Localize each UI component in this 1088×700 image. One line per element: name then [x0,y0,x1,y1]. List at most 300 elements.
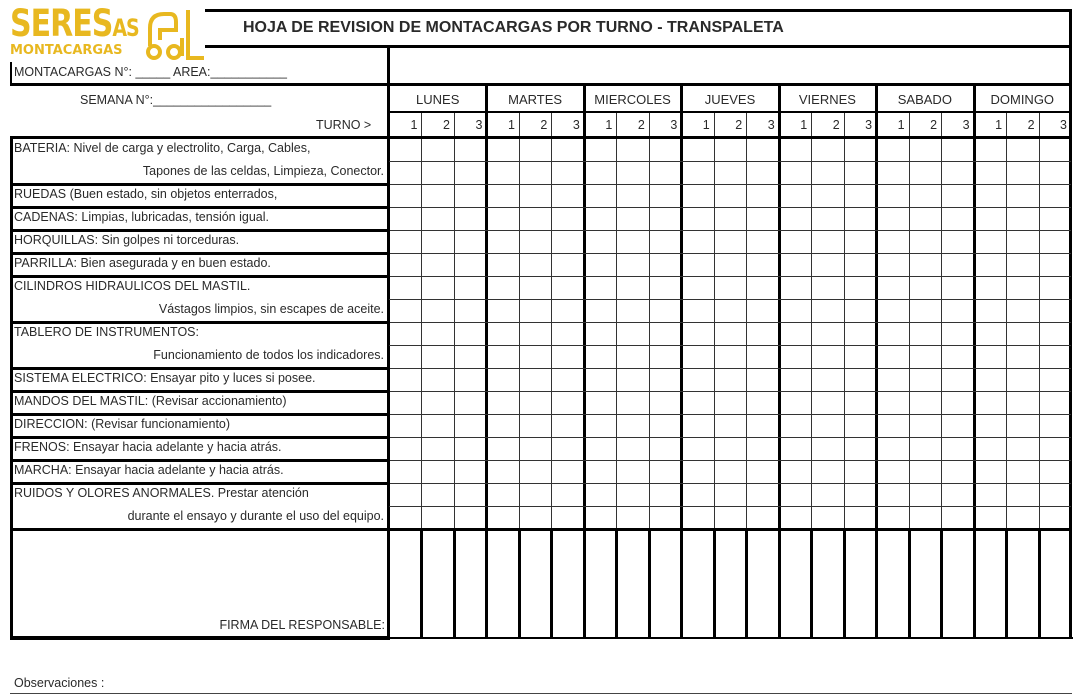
check-cell[interactable] [1040,162,1070,183]
check-cell[interactable] [812,392,842,413]
check-cell[interactable] [422,484,452,505]
check-cell[interactable] [650,507,680,528]
check-cell[interactable] [585,461,615,482]
check-cell[interactable] [877,231,907,252]
check-cell[interactable] [422,323,452,344]
check-cell[interactable] [747,208,777,229]
check-cell[interactable] [877,323,907,344]
check-cell[interactable] [650,438,680,459]
check-cell[interactable] [1007,507,1037,528]
check-cell[interactable] [455,369,485,390]
check-cell[interactable] [715,438,745,459]
check-cell[interactable] [942,507,972,528]
check-cell[interactable] [650,185,680,206]
check-cell[interactable] [520,300,550,321]
check-cell[interactable] [747,346,777,367]
check-cell[interactable] [682,231,712,252]
check-cell[interactable] [390,461,420,482]
check-cell[interactable] [487,392,517,413]
check-cell[interactable] [975,369,1005,390]
check-cell[interactable] [812,461,842,482]
check-cell[interactable] [975,484,1005,505]
check-cell[interactable] [780,254,810,275]
check-cell[interactable] [455,277,485,298]
check-cell[interactable] [877,346,907,367]
check-cell[interactable] [585,208,615,229]
check-cell[interactable] [422,185,452,206]
check-cell[interactable] [455,323,485,344]
check-cell[interactable] [975,277,1005,298]
check-cell[interactable] [552,139,582,160]
check-cell[interactable] [520,231,550,252]
check-cell[interactable] [650,392,680,413]
check-cell[interactable] [845,231,875,252]
check-cell[interactable] [650,300,680,321]
check-cell[interactable] [780,346,810,367]
check-cell[interactable] [1007,162,1037,183]
check-cell[interactable] [812,254,842,275]
check-cell[interactable] [422,231,452,252]
check-cell[interactable] [975,507,1005,528]
check-cell[interactable] [1040,346,1070,367]
check-cell[interactable] [552,300,582,321]
check-cell[interactable] [520,507,550,528]
check-cell[interactable] [747,392,777,413]
check-cell[interactable] [1040,208,1070,229]
check-cell[interactable] [910,461,940,482]
check-cell[interactable] [520,461,550,482]
check-cell[interactable] [1007,484,1037,505]
check-cell[interactable] [390,208,420,229]
check-cell[interactable] [715,484,745,505]
check-cell[interactable] [650,415,680,436]
check-cell[interactable] [585,300,615,321]
check-cell[interactable] [877,208,907,229]
check-cell[interactable] [877,277,907,298]
check-cell[interactable] [910,415,940,436]
check-cell[interactable] [975,346,1005,367]
check-cell[interactable] [682,208,712,229]
check-cell[interactable] [520,369,550,390]
check-cell[interactable] [845,369,875,390]
check-cell[interactable] [682,392,712,413]
check-cell[interactable] [682,300,712,321]
check-cell[interactable] [877,139,907,160]
check-cell[interactable] [422,300,452,321]
check-cell[interactable] [780,231,810,252]
check-cell[interactable] [455,139,485,160]
check-cell[interactable] [942,208,972,229]
check-cell[interactable] [650,231,680,252]
check-cell[interactable] [877,484,907,505]
check-cell[interactable] [1040,438,1070,459]
check-cell[interactable] [455,162,485,183]
check-cell[interactable] [487,461,517,482]
check-cell[interactable] [780,300,810,321]
check-cell[interactable] [422,438,452,459]
check-cell[interactable] [715,208,745,229]
check-cell[interactable] [812,438,842,459]
check-cell[interactable] [1040,415,1070,436]
check-cell[interactable] [812,323,842,344]
check-cell[interactable] [520,208,550,229]
check-cell[interactable] [715,185,745,206]
check-cell[interactable] [1007,438,1037,459]
check-cell[interactable] [520,162,550,183]
signature-area[interactable] [14,532,386,615]
check-cell[interactable] [942,484,972,505]
check-cell[interactable] [422,369,452,390]
check-cell[interactable] [617,139,647,160]
check-cell[interactable] [845,208,875,229]
check-cell[interactable] [942,300,972,321]
check-cell[interactable] [747,415,777,436]
check-cell[interactable] [1007,231,1037,252]
check-cell[interactable] [845,346,875,367]
check-cell[interactable] [520,438,550,459]
check-cell[interactable] [455,461,485,482]
check-cell[interactable] [910,346,940,367]
check-cell[interactable] [585,507,615,528]
check-cell[interactable] [877,415,907,436]
check-cell[interactable] [1040,300,1070,321]
check-cell[interactable] [390,392,420,413]
check-cell[interactable] [552,346,582,367]
check-cell[interactable] [585,277,615,298]
check-cell[interactable] [877,507,907,528]
check-cell[interactable] [975,323,1005,344]
check-cell[interactable] [422,415,452,436]
check-cell[interactable] [487,162,517,183]
check-cell[interactable] [975,461,1005,482]
check-cell[interactable] [1007,461,1037,482]
check-cell[interactable] [422,254,452,275]
check-cell[interactable] [617,323,647,344]
check-cell[interactable] [650,277,680,298]
check-cell[interactable] [910,139,940,160]
check-cell[interactable] [780,208,810,229]
check-cell[interactable] [910,392,940,413]
check-cell[interactable] [552,323,582,344]
check-cell[interactable] [585,139,615,160]
check-cell[interactable] [1007,323,1037,344]
check-cell[interactable] [910,438,940,459]
check-cell[interactable] [422,162,452,183]
check-cell[interactable] [552,185,582,206]
check-cell[interactable] [682,162,712,183]
check-cell[interactable] [910,231,940,252]
check-cell[interactable] [910,323,940,344]
check-cell[interactable] [942,346,972,367]
check-cell[interactable] [455,484,485,505]
check-cell[interactable] [877,185,907,206]
check-cell[interactable] [747,323,777,344]
check-cell[interactable] [812,415,842,436]
check-cell[interactable] [455,231,485,252]
check-cell[interactable] [1040,139,1070,160]
check-cell[interactable] [1007,300,1037,321]
check-cell[interactable] [780,323,810,344]
check-cell[interactable] [650,369,680,390]
check-cell[interactable] [942,162,972,183]
check-cell[interactable] [780,415,810,436]
check-cell[interactable] [520,277,550,298]
check-cell[interactable] [552,231,582,252]
check-cell[interactable] [1040,484,1070,505]
check-cell[interactable] [747,369,777,390]
check-cell[interactable] [682,369,712,390]
check-cell[interactable] [585,162,615,183]
check-cell[interactable] [812,139,842,160]
check-cell[interactable] [780,392,810,413]
check-cell[interactable] [845,162,875,183]
check-cell[interactable] [780,162,810,183]
check-cell[interactable] [715,415,745,436]
check-cell[interactable] [812,369,842,390]
check-cell[interactable] [910,208,940,229]
check-cell[interactable] [975,208,1005,229]
check-cell[interactable] [520,185,550,206]
check-cell[interactable] [812,162,842,183]
check-cell[interactable] [747,162,777,183]
check-cell[interactable] [682,415,712,436]
check-cell[interactable] [552,208,582,229]
semana-field[interactable]: SEMANA N°:_________________ [80,93,272,107]
check-cell[interactable] [552,438,582,459]
check-cell[interactable] [845,415,875,436]
check-cell[interactable] [845,507,875,528]
check-cell[interactable] [812,484,842,505]
check-cell[interactable] [487,346,517,367]
check-cell[interactable] [845,392,875,413]
check-cell[interactable] [617,300,647,321]
check-cell[interactable] [617,254,647,275]
check-cell[interactable] [942,438,972,459]
check-cell[interactable] [552,162,582,183]
check-cell[interactable] [747,300,777,321]
check-cell[interactable] [877,162,907,183]
check-cell[interactable] [585,231,615,252]
check-cell[interactable] [617,369,647,390]
check-cell[interactable] [747,139,777,160]
check-cell[interactable] [975,300,1005,321]
check-cell[interactable] [390,162,420,183]
check-cell[interactable] [650,139,680,160]
check-cell[interactable] [552,392,582,413]
check-cell[interactable] [1007,277,1037,298]
check-cell[interactable] [845,254,875,275]
check-cell[interactable] [715,461,745,482]
check-cell[interactable] [455,438,485,459]
check-cell[interactable] [487,208,517,229]
check-cell[interactable] [390,323,420,344]
check-cell[interactable] [487,277,517,298]
check-cell[interactable] [520,392,550,413]
check-cell[interactable] [422,461,452,482]
check-cell[interactable] [455,507,485,528]
check-cell[interactable] [552,415,582,436]
check-cell[interactable] [812,277,842,298]
check-cell[interactable] [390,415,420,436]
check-cell[interactable] [390,254,420,275]
check-cell[interactable] [487,415,517,436]
check-cell[interactable] [747,277,777,298]
check-cell[interactable] [650,208,680,229]
check-cell[interactable] [747,507,777,528]
check-cell[interactable] [1007,346,1037,367]
check-cell[interactable] [910,277,940,298]
check-cell[interactable] [910,369,940,390]
check-cell[interactable] [715,323,745,344]
check-cell[interactable] [1040,392,1070,413]
check-cell[interactable] [682,277,712,298]
check-cell[interactable] [617,231,647,252]
check-cell[interactable] [780,185,810,206]
check-cell[interactable] [877,461,907,482]
check-cell[interactable] [780,369,810,390]
check-cell[interactable] [747,438,777,459]
check-cell[interactable] [812,300,842,321]
check-cell[interactable] [585,185,615,206]
check-cell[interactable] [422,346,452,367]
check-cell[interactable] [845,185,875,206]
check-cell[interactable] [617,277,647,298]
check-cell[interactable] [942,231,972,252]
check-cell[interactable] [682,461,712,482]
check-cell[interactable] [390,300,420,321]
check-cell[interactable] [650,162,680,183]
check-cell[interactable] [942,139,972,160]
check-cell[interactable] [942,323,972,344]
check-cell[interactable] [1040,323,1070,344]
check-cell[interactable] [390,231,420,252]
check-cell[interactable] [585,254,615,275]
check-cell[interactable] [910,484,940,505]
check-cell[interactable] [390,346,420,367]
check-cell[interactable] [910,300,940,321]
check-cell[interactable] [942,254,972,275]
check-cell[interactable] [617,507,647,528]
check-cell[interactable] [617,484,647,505]
check-cell[interactable] [552,277,582,298]
check-cell[interactable] [422,277,452,298]
check-cell[interactable] [585,415,615,436]
montacargas-area-field[interactable]: MONTACARGAS N°: _____ AREA:___________ [14,65,287,79]
check-cell[interactable] [520,139,550,160]
check-cell[interactable] [942,369,972,390]
check-cell[interactable] [487,254,517,275]
check-cell[interactable] [422,392,452,413]
check-cell[interactable] [617,162,647,183]
check-cell[interactable] [585,392,615,413]
check-cell[interactable] [682,323,712,344]
check-cell[interactable] [715,254,745,275]
observations-line[interactable] [10,693,1072,694]
check-cell[interactable] [617,392,647,413]
check-cell[interactable] [422,507,452,528]
check-cell[interactable] [585,484,615,505]
check-cell[interactable] [1007,254,1037,275]
check-cell[interactable] [1007,185,1037,206]
check-cell[interactable] [682,185,712,206]
check-cell[interactable] [780,507,810,528]
check-cell[interactable] [845,438,875,459]
check-cell[interactable] [942,277,972,298]
check-cell[interactable] [682,438,712,459]
check-cell[interactable] [1040,254,1070,275]
check-cell[interactable] [715,507,745,528]
check-cell[interactable] [390,369,420,390]
check-cell[interactable] [812,185,842,206]
check-cell[interactable] [455,415,485,436]
check-cell[interactable] [390,507,420,528]
check-cell[interactable] [715,231,745,252]
check-cell[interactable] [812,507,842,528]
check-cell[interactable] [747,484,777,505]
check-cell[interactable] [487,369,517,390]
check-cell[interactable] [780,277,810,298]
check-cell[interactable] [845,300,875,321]
check-cell[interactable] [942,392,972,413]
check-cell[interactable] [682,507,712,528]
check-cell[interactable] [1040,231,1070,252]
check-cell[interactable] [552,254,582,275]
check-cell[interactable] [715,139,745,160]
check-cell[interactable] [910,254,940,275]
check-cell[interactable] [845,277,875,298]
check-cell[interactable] [682,346,712,367]
check-cell[interactable] [1040,277,1070,298]
check-cell[interactable] [812,346,842,367]
check-cell[interactable] [845,484,875,505]
check-cell[interactable] [1007,208,1037,229]
check-cell[interactable] [650,254,680,275]
check-cell[interactable] [617,461,647,482]
check-cell[interactable] [877,438,907,459]
check-cell[interactable] [780,139,810,160]
check-cell[interactable] [552,507,582,528]
check-cell[interactable] [585,346,615,367]
check-cell[interactable] [975,231,1005,252]
check-cell[interactable] [520,415,550,436]
check-cell[interactable] [390,185,420,206]
check-cell[interactable] [520,484,550,505]
check-cell[interactable] [715,392,745,413]
check-cell[interactable] [715,369,745,390]
check-cell[interactable] [682,254,712,275]
check-cell[interactable] [910,507,940,528]
check-cell[interactable] [747,185,777,206]
check-cell[interactable] [747,461,777,482]
check-cell[interactable] [487,300,517,321]
check-cell[interactable] [390,438,420,459]
check-cell[interactable] [390,484,420,505]
check-cell[interactable] [942,461,972,482]
check-cell[interactable] [552,484,582,505]
check-cell[interactable] [487,139,517,160]
check-cell[interactable] [487,231,517,252]
check-cell[interactable] [975,254,1005,275]
check-cell[interactable] [455,185,485,206]
check-cell[interactable] [942,415,972,436]
check-cell[interactable] [910,185,940,206]
check-cell[interactable] [455,300,485,321]
check-cell[interactable] [910,162,940,183]
check-cell[interactable] [747,231,777,252]
check-cell[interactable] [747,254,777,275]
check-cell[interactable] [650,461,680,482]
check-cell[interactable] [975,139,1005,160]
